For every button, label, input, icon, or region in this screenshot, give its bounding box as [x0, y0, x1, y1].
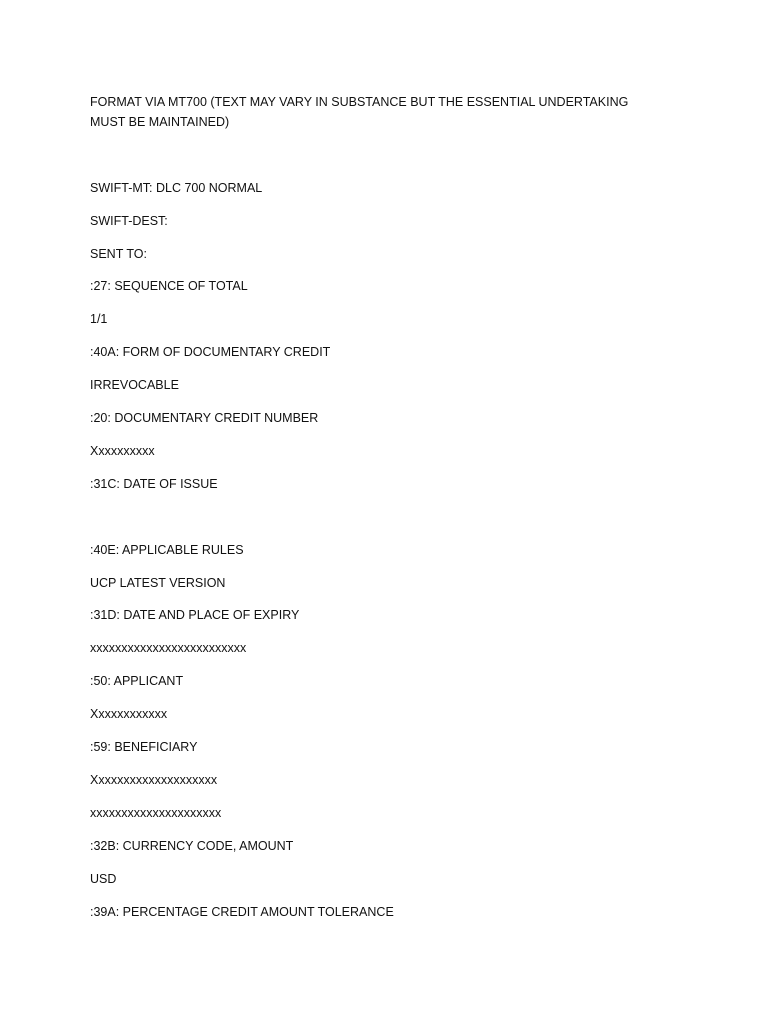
field-40e-label: :40E: APPLICABLE RULES [90, 543, 244, 557]
field-32b-value: USD [90, 872, 117, 886]
field-39a-label: :39A: PERCENTAGE CREDIT AMOUNT TOLERANCE [90, 905, 394, 919]
field-40e-value: UCP LATEST VERSION [90, 576, 226, 590]
field-59-value-line-1: Xxxxxxxxxxxxxxxxxxxx [90, 773, 218, 787]
field-32b-label: :32B: CURRENCY CODE, AMOUNT [90, 839, 294, 853]
field-59-label: :59: BENEFICIARY [90, 740, 198, 754]
field-40a-value: IRREVOCABLE [90, 378, 179, 392]
field-50-label: :50: APPLICANT [90, 674, 184, 688]
field-59-value-line-2: xxxxxxxxxxxxxxxxxxxxx [90, 806, 222, 820]
field-20-label: :20: DOCUMENTARY CREDIT NUMBER [90, 411, 319, 425]
field-27-value: 1/1 [90, 312, 108, 326]
field-27-label: :27: SEQUENCE OF TOTAL [90, 279, 248, 293]
field-20-value: Xxxxxxxxxx [90, 444, 155, 458]
sent-to-line: SENT TO: [90, 247, 147, 261]
field-50-value: Xxxxxxxxxxxx [90, 707, 168, 721]
field-40a-label: :40A: FORM OF DOCUMENTARY CREDIT [90, 345, 331, 359]
field-31d-value: xxxxxxxxxxxxxxxxxxxxxxxxx [90, 641, 247, 655]
field-31d-label: :31D: DATE AND PLACE OF EXPIRY [90, 608, 300, 622]
swift-dest-line: SWIFT-DEST: [90, 214, 168, 228]
field-31c-label: :31C: DATE OF ISSUE [90, 477, 218, 491]
document-header: FORMAT VIA MT700 (TEXT MAY VARY IN SUBSTANCE BUT THE ESSENTIAL UNDERTAKING MUST BE MAINTAINED) [90, 95, 629, 129]
swift-mt-line: SWIFT-MT: DLC 700 NORMAL [90, 181, 263, 195]
